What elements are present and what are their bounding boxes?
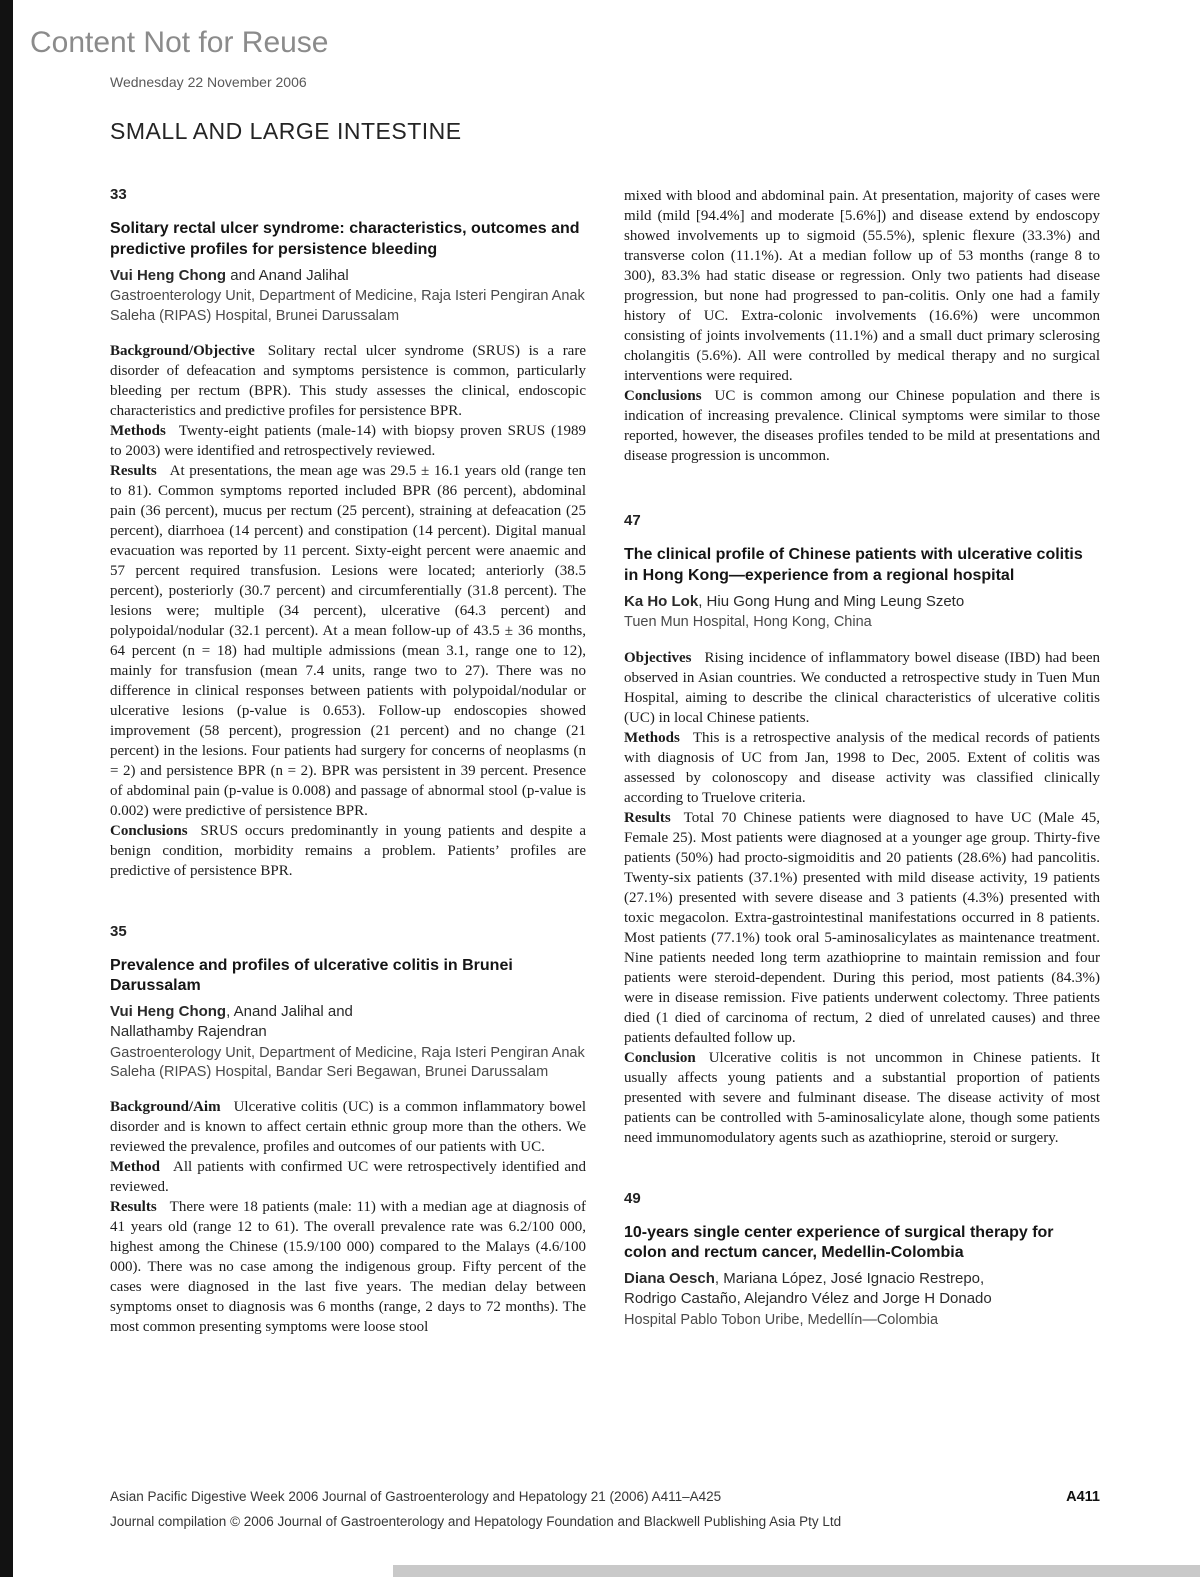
abstract-affiliation: Tuen Mun Hospital, Hong Kong, China xyxy=(624,614,872,631)
abstract-title: Prevalence and profiles of ulcerative colitis in Brunei Darussalam xyxy=(110,956,513,995)
abstract-paragraph xyxy=(110,421,586,461)
abstract-paragraph xyxy=(110,461,586,821)
author-rest: and Anand Jalihal xyxy=(226,266,349,284)
abstract-title: The clinical profile of Chinese patients with ulcerative colitis in Hong Kong—experience from a regional hospital xyxy=(624,546,1083,584)
paragraph-label: Results xyxy=(624,809,671,826)
right-column xyxy=(624,186,1100,1337)
abstract-authors xyxy=(624,592,1100,612)
author-rest: , Hiu Gong Hung and Ming Leung Szeto xyxy=(698,592,965,610)
abstract-35 xyxy=(110,923,586,1337)
abstract-body xyxy=(110,1097,586,1337)
abstract-47 xyxy=(624,512,1100,1148)
abstract-paragraph xyxy=(624,386,1100,466)
author-rest: , Mariana López, José Ignacio Restrepo, xyxy=(714,1270,985,1288)
footer-compilation: Journal compilation © 2006 Journal of Gastroenterology and Hepatology Foundation and Blackwell Publishing Asia Pty Ltd xyxy=(110,1513,842,1529)
abstract-paragraph xyxy=(110,1197,586,1337)
paragraph-label: Results xyxy=(110,1199,157,1216)
abstract-number: 49 xyxy=(624,1189,641,1207)
author-lead: Diana Oesch xyxy=(624,1270,715,1288)
scan-edge-bar xyxy=(0,0,13,1577)
abstract-authors xyxy=(110,266,586,286)
abstract-paragraph xyxy=(624,648,1100,728)
author-rest: , Anand Jalihal and xyxy=(226,1003,353,1021)
abstract-columns xyxy=(110,186,1100,1337)
paragraph-label: Background/Aim xyxy=(110,1099,221,1116)
paragraph-label: Conclusions xyxy=(624,388,702,404)
abstract-title: Solitary rectal ulcer syndrome: characteristics, outcomes and predictive profiles for persistence bleeding xyxy=(110,220,580,258)
paragraph-label: Conclusions xyxy=(110,822,188,839)
issue-date: Wednesday 22 November 2006 xyxy=(110,74,307,90)
abstract-authors xyxy=(110,1002,586,1042)
abstract-paragraph xyxy=(110,1097,586,1157)
scan-bottom-bar xyxy=(393,1565,1200,1577)
abstract-body xyxy=(110,341,586,881)
paragraph-label: Methods xyxy=(624,729,680,746)
paragraph-text: At presentations, the mean age was 29.5 ± 16.1 years old (range ten to 81). Common symptoms reported included BPR (86 percent), abdominal pain (36 percent), mucus per rectum (25 percent), straining at defeacation (25 percent), diarrhoea (14 percent) and constipation (14 percent). Digital manual evacuation was reported by 11 percent. Sixty-eight percent were anaemic and 57 percent required transfusion. Lesions were located; anteriorly (38.5 percent), posteriorly (30.7 percent) and circumferentially (31.8 percent). The lesions were; multiple (34 percent), ulcerative (64.3 percent) and polypoidal/nodular (32.1 percent). At a mean follow-up of 43.5 ± 36 months, 64 percent (n = 18) had multiple admissions (mean 3.1, range one to 12), mainly for transfusion (mean 7.4 units, range two to 27). There was no difference in clinical responses between patients with polypoidal/nodular or ulcerative lesions (p-value is 0.653). Follow-up endoscopies showed improvement (58 percent), progression (21 percent) and no change (21 percent) in the lesions. Four patients had surgery for concerns of neoplasms (n = 2) and persistence BPR (n = 2). BPR was persistent in 39 percent. Presence of abdominal pain (p-value is 0.008) and passage of abnormal stool (p-value is 0.002) were predictive of persistence BPR. xyxy=(110,462,586,819)
author-lead: Vui Heng Chong xyxy=(110,266,227,284)
abstract-affiliation: Gastroenterology Unit, Department of Medicine, Raja Isteri Pengiran Anak Saleha (RIPAS) Hospital, Bandar Seri Begawan, Brunei Darussalam xyxy=(110,1044,585,1080)
paragraph-label: Objectives xyxy=(624,649,692,666)
abstract-49 xyxy=(624,1190,1100,1330)
author-lead: Ka Ho Lok xyxy=(624,592,699,610)
abstract-33 xyxy=(110,186,586,881)
paragraph-label: Conclusion xyxy=(624,1049,696,1066)
section-title: SMALL AND LARGE INTESTINE xyxy=(110,118,462,144)
paragraph-label: Method xyxy=(110,1159,160,1176)
paragraph-text: Ulcerative colitis is not uncommon in Chinese patients. It usually affects young patients and a substantial proportion of patients presented with severe and fulminant disease. The disease activity of most patients can be controlled with 5-aminosalicylate alone, though some patients need immunomodulatory agents such as azathioprine, steroid or surgery. xyxy=(624,1049,1100,1146)
abstract-number: 35 xyxy=(110,922,127,940)
paragraph-text: SRUS occurs predominantly in young patients and despite a benign condition, morbidity remains a problem. Patients’ profiles are predictive of persistence BPR. xyxy=(110,822,586,879)
page-footer xyxy=(110,1488,1100,1530)
author-lead: Vui Heng Chong xyxy=(110,1003,227,1021)
paragraph-text: Ulcerative colitis (UC) is a common inflammatory bowel disorder and is known to affect certain ethnic group more than the others. We reviewed the prevalence, profiles and outcomes of our patients with UC. xyxy=(110,1099,586,1156)
abstract-affiliation: Hospital Pablo Tobon Uribe, Medellín—Colombia xyxy=(624,1311,939,1328)
abstract-paragraph xyxy=(110,1157,586,1197)
abstract-affiliation: Gastroenterology Unit, Department of Medicine, Raja Isteri Pengiran Anak Saleha (RIPAS) Hospital, Brunei Darussalam xyxy=(110,288,585,324)
abstract-title: 10-years single center experience of surgical therapy for colon and rectum cancer, Medellin-Colombia xyxy=(624,1223,1054,1262)
paragraph-text: All patients with confirmed UC were retrospectively identified and reviewed. xyxy=(110,1159,586,1196)
paragraph-text: Solitary rectal ulcer syndrome (SRUS) is a rare disorder of defeacation and symptoms persistence is common, particularly bleeding per rectum (BPR). This study assesses the clinical, endoscopic characteristics and predictive profiles for persistence BPR. xyxy=(110,342,586,419)
paragraph-text: There were 18 patients (male: 11) with a median age at diagnosis of 41 years old (range 12 to 61). The overall prevalence rate was 6.2/100 000, highest among the Chinese (15.9/100 000) compared to the Malays (4.6/100 000). There was no case among the indigenous group. Fifty percent of the cases were diagnosed in the last five years. The median delay between symptoms onset to diagnosis was 6 months (range, 2 days to 72 months). The most common presenting symptoms were loose stool xyxy=(110,1199,586,1336)
abstract-body xyxy=(624,648,1100,1148)
paragraph-label: Background/Objective xyxy=(110,342,255,359)
abstract-paragraph xyxy=(624,808,1100,1048)
abstract-paragraph xyxy=(624,1048,1100,1148)
abstract-paragraph xyxy=(624,728,1100,808)
author-line2: Rodrigo Castaño, Alejandro Vélez and Jorge H Donado xyxy=(624,1289,992,1307)
footer-citation: Asian Pacific Digestive Week 2006 Journal of Gastroenterology and Hepatology 21 (2006) A411–A425 xyxy=(110,1489,722,1504)
paragraph-text: UC is common among our Chinese population and there is indication of increasing prevalence. Clinical symptoms were similar to those reported, however, the diseases profiles tended to be mild at presentations and disease progression is uncommon. xyxy=(624,388,1100,464)
author-line2: Nallathamby Rajendran xyxy=(110,1023,267,1041)
paragraph-text: This is a retrospective analysis of the medical records of patients with diagnosis of UC from Jan, 1998 to Dec, 2005. Extent of colitis was assessed by colonoscopy and disease activity was classified clinically according to Truelove criteria. xyxy=(624,729,1100,806)
footer-citation-row xyxy=(110,1488,1100,1507)
paragraph-text: Total 70 Chinese patients were diagnosed to have UC (Male 45, Female 25). Most patients were diagnosed at a younger age group. Thirty-five patients (50%) had procto-sigmoiditis and 20 patients (28.6%) had pancolitis. Twenty-six patients (37.1%) presented with mild disease activity, 19 patients (27.1%) presented with severe disease and 3 patients (4.3%) presented with toxic megacolon. Extra-gastrointestinal manifestations occurred in 8 patients. Most patients (77.1%) took oral 5-aminosalicylates as maintenance treatment. Nine patients needed long term azathioprine to maintain remission and four patients were steroid-dependent. During this period, most patients (84.3%) were in disease remission. Five patients underwent colectomy. Three patients died (1 died of carcinoma of rectum, 2 died of unrelated causes) and three patients defaulted follow up. xyxy=(624,809,1100,1046)
page-number: A411 xyxy=(1066,1489,1100,1505)
abstract-paragraph xyxy=(110,821,586,881)
abstract-number: 33 xyxy=(110,186,127,203)
paragraph-label: Results xyxy=(110,462,157,479)
paragraph-text: Twenty-eight patients (male-14) with biopsy proven SRUS (1989 to 2003) were identified and retrospectively reviewed. xyxy=(110,422,586,459)
abstract-authors xyxy=(624,1269,1100,1309)
abstract-number: 47 xyxy=(624,512,641,529)
paragraph-label: Methods xyxy=(110,422,166,439)
left-column xyxy=(110,186,586,1337)
paragraph-text: Rising incidence of inflammatory bowel disease (IBD) had been observed in Asian countries. We conducted a retrospective study in Tuen Mun Hospital, aiming to describe the clinical characteristics of ulcerative colitis (UC) in local Chinese patients. xyxy=(624,649,1100,726)
watermark: Content Not for Reuse xyxy=(30,26,329,59)
abstract-35-continued xyxy=(624,186,1100,466)
abstract-paragraph-continued: mixed with blood and abdominal pain. At presentation, majority of cases were mild (mild [94.4%] and moderate [5.6%]) and disease extend by endoscopy showed involvements up to sigmoid (55.5%), splenic flexure (33.3%) and transverse colon (11.1%). At a median follow up of 53 months (range 8 to 300), 83.3% had static disease or regression. Only two patients had disease progression, but none had progressed to pan-colitis. Only one had a family history of UC. Extra-colonic involvements (16.6%) were uncommon consisting of joints involvements (11.1%) and a small duct primary sclerosing cholangitis (5.6%). All were controlled by medical therapy and no surgical interventions were required. xyxy=(624,188,1100,384)
abstract-paragraph xyxy=(110,341,586,421)
